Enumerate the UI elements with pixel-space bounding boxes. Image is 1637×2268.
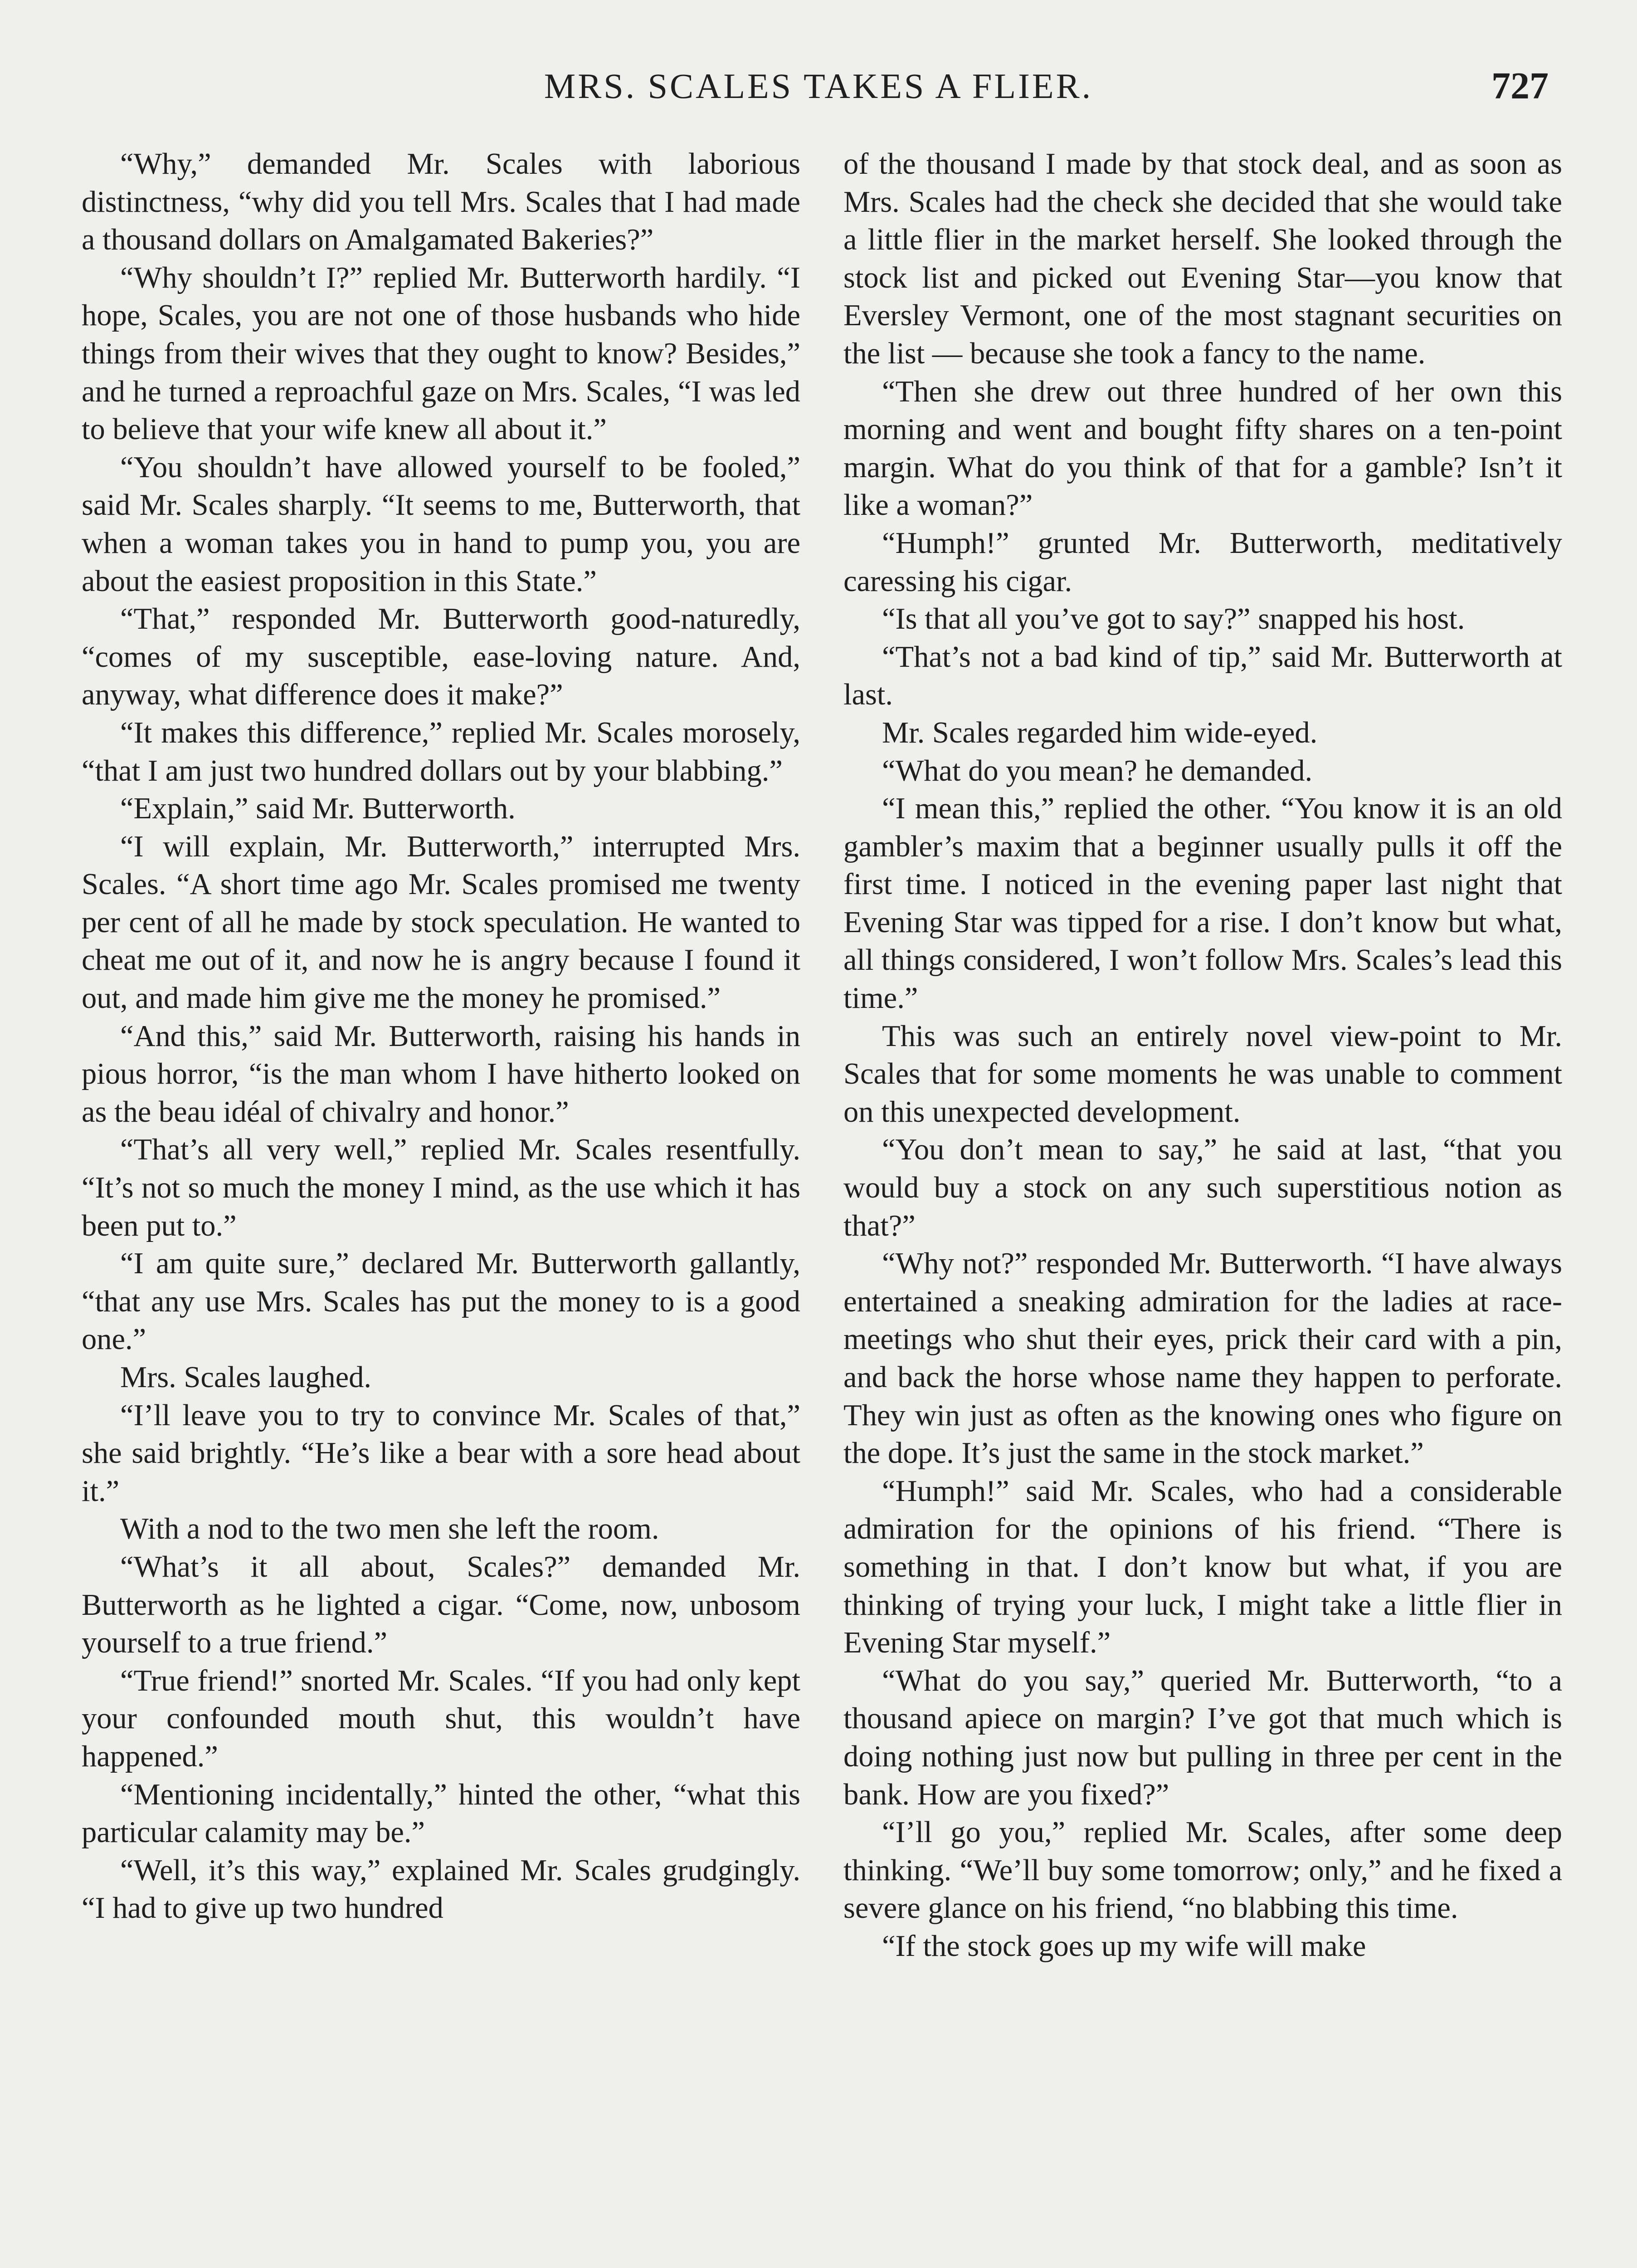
paragraph: This was such an entirely novel view-point to Mr. Scales that for some moments he was unable to comment on this unexpected development. [843, 1019, 1562, 1129]
paragraph: “Why not?” responded Mr. Butterworth. “I have always entertained a sneaking admiration for the ladies at race-meetings who shut their eyes, prick their card with a pin, and back the horse whose name they happen to perforate. They win just as often as the knowing ones who figure on the dope. It’s just the same in the stock market.” [843, 1247, 1562, 1470]
paragraph: “I’ll leave you to try to convince Mr. Scales of that,” she said brightly. “He’s like a bear with a sore head about it.” [82, 1398, 800, 1508]
paragraph: “What do you mean? he demanded. [882, 754, 1313, 787]
paragraph: “I am quite sure,” declared Mr. Butterworth gallantly, “that any use Mrs. Scales has put the money to is a good one.” [82, 1247, 800, 1356]
paragraph: “Is that all you’ve got to say?” snapped his host. [882, 602, 1465, 636]
paragraph: “Why shouldn’t I?” replied Mr. Butterworth hardily. “I hope, Scales, you are not one of those husbands who hide things from their wives that they ought to know? Besides,” and he turned a reproachful gaze on Mrs. Scales, “I was led to believe that your wife knew all about it.” [82, 261, 800, 446]
right-column [843, 145, 1562, 2268]
paragraph: “You don’t mean to say,” he said at last, “that you would buy a stock on any such superstitious notion as that?” [843, 1133, 1562, 1242]
paragraph: “What’s it all about, Scales?” demanded Mr. Butterworth as he lighted a cigar. “Come, now, unbosom yourself to a true friend.” [82, 1550, 800, 1660]
left-column [82, 145, 800, 2268]
paragraph: “I will explain, Mr. Butterworth,” interrupted Mrs. Scales. “A short time ago Mr. Scales promised me twenty per cent of all he made by stock speculation. He wanted to cheat me out of it, and now he is angry because I found it out, and made him give me the money he promised.” [82, 830, 800, 1015]
paragraph: Mr. Scales regarded him wide-eyed. [882, 716, 1318, 749]
paragraph: “True friend!” snorted Mr. Scales. “If you had only kept your confounded mouth shut, this wouldn’t have happened.” [82, 1664, 800, 1773]
paragraph: “Humph!” grunted Mr. Butterworth, meditatively caressing his cigar. [843, 526, 1562, 598]
paragraph: With a nod to the two men she left the room. [120, 1512, 659, 1546]
paragraph: “What do you say,” queried Mr. Butterworth, “to a thousand apiece on margin? I’ve got that much which is doing nothing just now but pulling in three per cent in the bank. How are you fixed?” [843, 1664, 1562, 1811]
paragraph: “Mentioning incidentally,” hinted the other, “what this particular calamity may be.” [82, 1778, 800, 1849]
paragraph: “If the stock goes up my wife will make [882, 1929, 1366, 1963]
paragraph: “Why,” demanded Mr. Scales with laborious distinctness, “why did you tell Mrs. Scales that I had made a thousand dollars on Amalgamated Bakeries?” [82, 147, 800, 257]
paragraph: “That’s not a bad kind of tip,” said Mr. Butterworth at last. [843, 640, 1562, 712]
paragraph: “Then she drew out three hundred of her own this morning and went and bought fifty shares on a ten-point margin. What do you think of that for a gamble? Isn’t it like a woman?” [843, 375, 1562, 522]
paragraph: “Well, it’s this way,” explained Mr. Scales grudgingly. “I had to give up two hundred [82, 1853, 800, 1925]
page-header [0, 59, 1637, 113]
running-head: MRS. SCALES TAKES A FLIER. [544, 66, 1093, 106]
paragraph: Mrs. Scales laughed. [120, 1361, 372, 1394]
paragraph: “That’s all very well,” replied Mr. Scales resentfully. “It’s not so much the money I mind, as the use which it has been put to.” [82, 1133, 800, 1242]
paragraph: “You shouldn’t have allowed yourself to be fooled,” said Mr. Scales sharply. “It seems to me, Butterworth, that when a woman takes you in hand to pump you, you are about the easiest proposition in this State.” [82, 450, 800, 598]
paragraph: “Explain,” said Mr. Butterworth. [120, 792, 516, 826]
paragraph: “That,” responded Mr. Butterworth good-naturedly, “comes of my susceptible, ease-loving nature. And, anyway, what difference does it make?” [82, 602, 800, 712]
paragraph-continued: of the thousand I made by that stock deal, and as soon as Mrs. Scales had the check she decided that she would take a little flier in the market herself. She looked through the stock list and picked out Evening Star—you know that Eversley Vermont, one of the most stagnant securities on the list — because she took a fancy to the name. [843, 147, 1562, 370]
paragraph: “It makes this difference,” replied Mr. Scales morosely, “that I am just two hundred dollars out by your blabbing.” [82, 716, 800, 787]
paragraph: “And this,” said Mr. Butterworth, raising his hands in pious horror, “is the man whom I have hitherto looked on as the beau idéal of chivalry and honor.” [82, 1019, 800, 1129]
paragraph: “Humph!” said Mr. Scales, who had a considerable admiration for the opinions of his friend. “There is something in that. I don’t know but what, if you are thinking of trying your luck, I might take a little flier in Evening Star myself.” [843, 1474, 1562, 1660]
paragraph: “I mean this,” replied the other. “You know it is an old gambler’s maxim that a beginner usually pulls it off the first time. I noticed in the evening paper last night that Evening Star was tipped for a rise. I don’t know but what, all things considered, I won’t follow Mrs. Scales’s lead this time.” [843, 792, 1562, 1015]
page-number: 727 [1491, 65, 1549, 107]
paragraph: “I’ll go you,” replied Mr. Scales, after some deep thinking. “We’ll buy some tomorrow; only,” and he fixed a severe glance on his friend, “no blabbing this time. [843, 1816, 1562, 1925]
